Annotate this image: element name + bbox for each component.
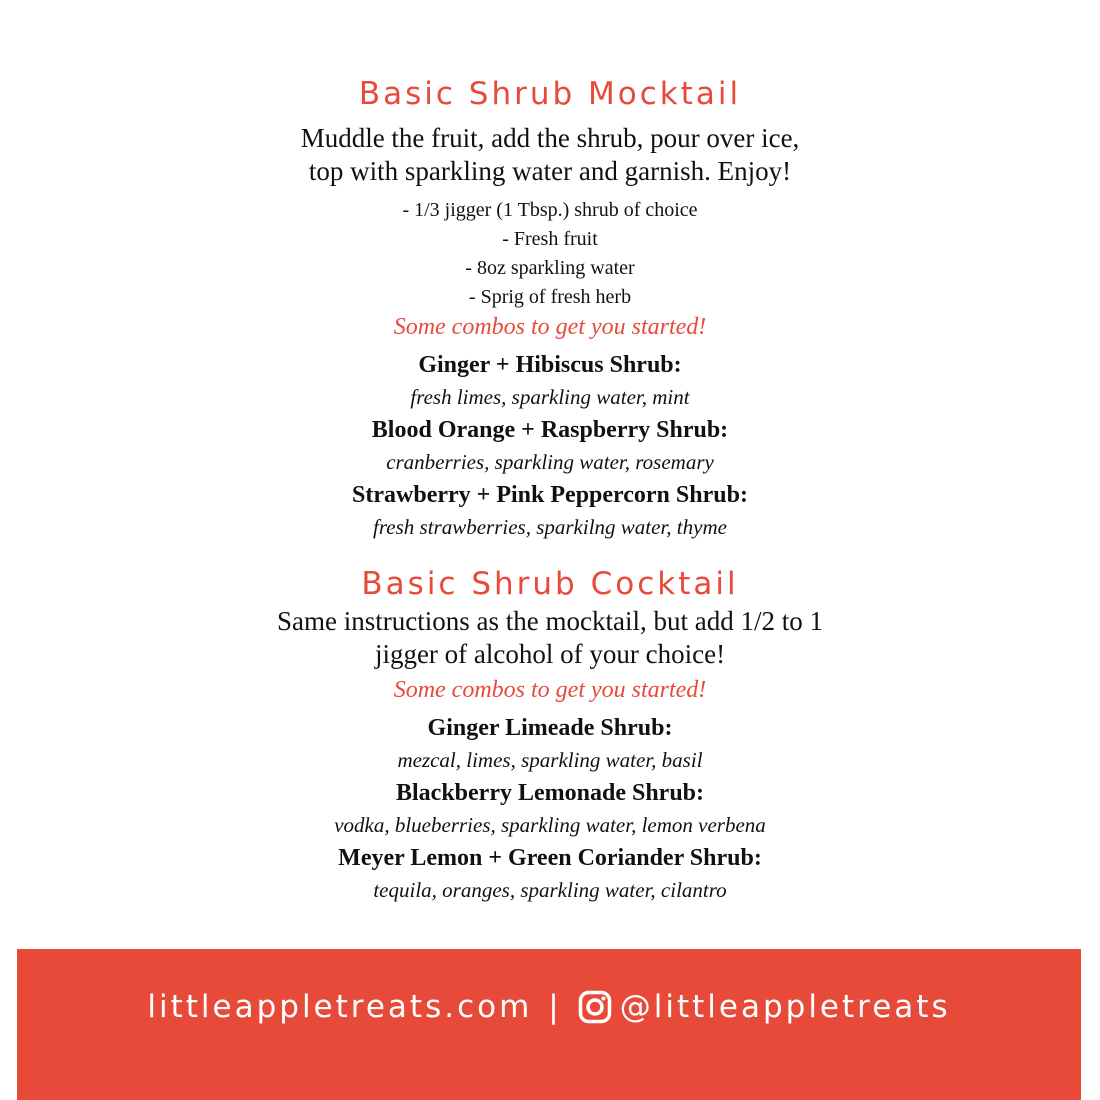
combo-name: Meyer Lemon + Green Coriander Shrub: — [338, 845, 762, 871]
instagram-icon[interactable] — [578, 990, 612, 1024]
mocktail-intro-line2: top with sparkling water and garnish. Enjoy! — [308, 156, 792, 186]
ingredient-item: - 8oz sparkling water — [465, 257, 635, 279]
combo-name: Blood Orange + Raspberry Shrub: — [371, 417, 729, 443]
ingredient-item: - Fresh fruit — [502, 228, 598, 250]
combo-description: vodka, blueberries, sparkling water, lemon verbena — [334, 813, 766, 837]
cocktail-intro-line1: Same instructions as the mocktail, but add 1/2 to 1 — [277, 606, 823, 636]
cocktail-intro-line2: jigger of alcohol of your choice! — [374, 639, 726, 669]
ingredient-item: - 1/3 jigger (1 Tbsp.) shrub of choice — [402, 199, 698, 221]
combo-description: cranberries, sparkling water, rosemary — [386, 450, 714, 474]
mocktail-intro-line1: Muddle the fruit, add the shrub, pour over ice, — [300, 123, 800, 153]
combo-description: mezcal, limes, sparkling water, basil — [397, 748, 703, 772]
website-link[interactable]: littleappletreats.com — [147, 989, 533, 1025]
footer-separator: | — [548, 989, 562, 1025]
cocktail-title: Basic Shrub Cocktail — [361, 566, 739, 602]
combo-description: fresh limes, sparkling water, mint — [410, 385, 690, 409]
footer-banner — [17, 949, 1081, 1100]
combo-name: Strawberry + Pink Peppercorn Shrub: — [352, 482, 748, 508]
combo-description: tequila, oranges, sparkling water, cilantro — [373, 878, 727, 902]
mocktail-tagline: Some combos to get you started! — [393, 314, 707, 340]
combo-description: fresh strawberries, sparkilng water, thyme — [373, 515, 727, 539]
mocktail-title: Basic Shrub Mocktail — [358, 76, 742, 112]
cocktail-tagline: Some combos to get you started! — [393, 677, 707, 703]
combo-name: Blackberry Lemonade Shrub: — [395, 780, 704, 806]
combo-name: Ginger + Hibiscus Shrub: — [418, 352, 682, 378]
ingredient-item: - Sprig of fresh herb — [468, 286, 632, 308]
instagram-handle-link[interactable]: @littleappletreats — [619, 989, 951, 1025]
combo-name: Ginger Limeade Shrub: — [427, 715, 673, 741]
footer-contact-line — [17, 985, 1081, 1029]
